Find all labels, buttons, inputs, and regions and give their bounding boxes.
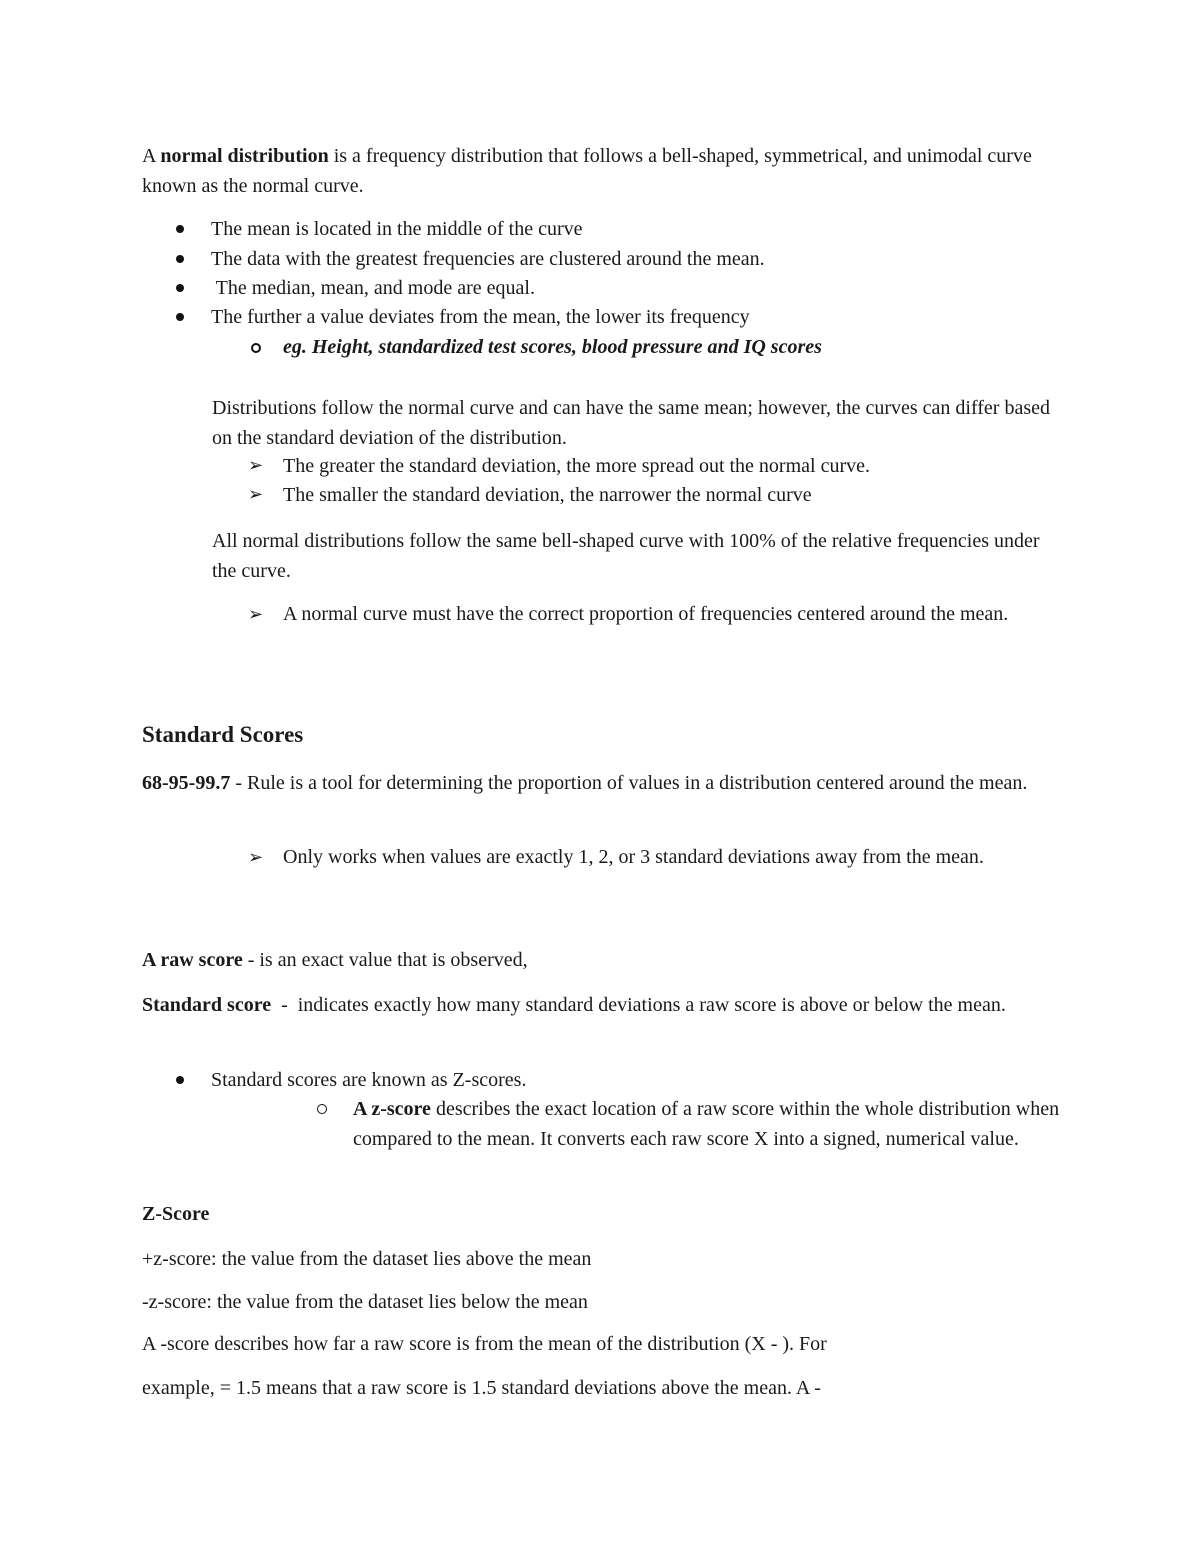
z-term: A z-score [353, 1098, 431, 1120]
section-heading: Standard Scores [142, 722, 304, 747]
z-score-definition [353, 1094, 1063, 1154]
rule-term: 68-95-99.7 [142, 772, 231, 794]
hollow-circle-bullet-icon [251, 343, 261, 353]
spread-point: The greater the standard deviation, the more spread out the normal curve. [283, 455, 870, 477]
z-score-heading [142, 1199, 742, 1229]
rule-point: Only works when values are exactly 1, 2, or 3 standard deviations away from the mean. [283, 846, 984, 868]
raw-score-paragraph [142, 945, 1062, 975]
list-item [176, 273, 1091, 303]
list-item [176, 1065, 1091, 1095]
negative-z-line: -z-score: the value from the dataset lies below the mean [142, 1291, 588, 1313]
raw-term: A raw score [142, 949, 243, 971]
arrowhead-bullet-icon: ➢ [248, 847, 264, 868]
list-item [176, 302, 1091, 332]
standard-score-paragraph [142, 990, 1062, 1020]
arrowhead-bullet-icon: ➢ [248, 484, 264, 505]
arrowhead-bullet-icon: ➢ [248, 455, 264, 476]
property-text: The mean is located in the middle of the curve [211, 218, 583, 240]
positive-z-line: +z-score: the value from the dataset lies above the mean [142, 1248, 592, 1270]
spread-point: The smaller the standard deviation, the narrower the normal curve [283, 484, 812, 506]
raw-text: - is an exact value that is observed, [242, 949, 528, 971]
all-normal-point: A normal curve must have the correct proportion of frequencies centered around the mean. [283, 603, 1009, 625]
all-normal-paragraph: All normal distributions follow the same bell-shaped curve with 100% of the relative frequencies under the curve. [212, 530, 1040, 582]
example-text: eg. Height, standardized test scores, blood pressure and IQ scores [283, 336, 822, 358]
std-text: - indicates exactly how many standard deviations a raw score is above or below the mean. [271, 994, 1006, 1016]
property-text: The further a value deviates from the mean, the lower its frequency [211, 306, 750, 328]
intro-post: is a frequency distribution that follows a bell-shaped, symmetrical, and unimodal curve known as the normal curve. [142, 145, 1032, 197]
known-as-text: Standard scores are known as Z-scores. [211, 1069, 527, 1091]
property-text: The data with the greatest frequencies are clustered around the mean. [211, 248, 765, 270]
z-text: describes the exact location of a raw score within the whole distribution when compared to the mean. It converts each raw score X into a signed, numerical value. [353, 1098, 1060, 1150]
z-explanation-line: A -score describes how far a raw score is from the mean of the distribution (X - ). For [142, 1333, 827, 1355]
arrowhead-bullet-icon: ➢ [248, 604, 264, 625]
hollow-circle-bullet-icon [317, 1104, 327, 1114]
list-item [176, 214, 1091, 244]
intro-paragraph [142, 141, 1062, 201]
spread-paragraph: Distributions follow the normal curve and can have the same mean; however, the curves can differ based on the standard deviation of the distribution. [212, 397, 1050, 449]
intro-pre: A [142, 145, 161, 167]
list-item [176, 244, 1091, 274]
intro-term: normal distribution [160, 145, 329, 167]
rule-text: - Rule is a tool for determining the proportion of values in a distribution centered around the mean. [230, 772, 1028, 794]
std-term: Standard score [142, 994, 272, 1016]
property-text: The median, mean, and mode are equal. [211, 277, 535, 299]
z-explanation-line: example, = 1.5 means that a raw score is 1.5 standard deviations above the mean. A - [142, 1377, 821, 1399]
z-score-heading-text: Z-Score [142, 1203, 210, 1225]
rule-paragraph [142, 768, 1062, 798]
